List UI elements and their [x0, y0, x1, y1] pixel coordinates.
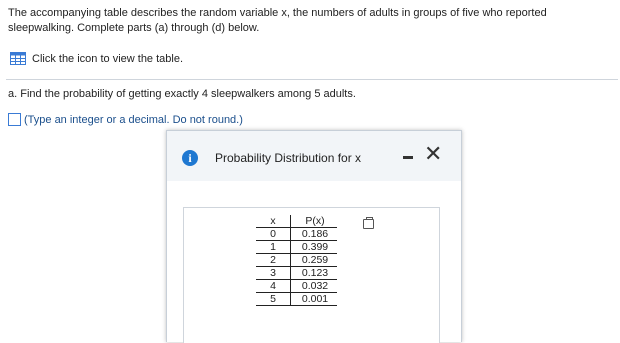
- answer-input[interactable]: [8, 113, 21, 126]
- table-row: [256, 280, 337, 293]
- cell-px: 0.186: [291, 228, 338, 241]
- section-divider: [6, 79, 618, 80]
- minimize-icon[interactable]: [403, 156, 413, 159]
- cell-px: 0.399: [291, 241, 338, 254]
- question-a: a. Find the probability of getting exactly 4 sleepwalkers among 5 adults.: [8, 88, 356, 100]
- table-row: [256, 241, 337, 254]
- view-table-label[interactable]: Click the icon to view the table.: [32, 52, 184, 65]
- distribution-table: [256, 215, 337, 306]
- cell-x: 4: [256, 280, 291, 293]
- cell-px: 0.259: [291, 254, 338, 267]
- table-header-row: [256, 215, 337, 228]
- cell-x: 0: [256, 228, 291, 241]
- cell-x: 2: [256, 254, 291, 267]
- cell-x: 5: [256, 293, 291, 306]
- cell-px: 0.001: [291, 293, 338, 306]
- table-row: [256, 267, 337, 280]
- cell-x: 1: [256, 241, 291, 254]
- problem-statement: The accompanying table describes the random variable x, the numbers of adults in groups of five who reported sleepwalking. Complete parts (a) through (d) below.: [8, 7, 547, 34]
- header-x: x: [256, 215, 291, 228]
- table-row: [256, 228, 337, 241]
- copy-table-icon[interactable]: [363, 219, 374, 229]
- close-icon[interactable]: ✕: [424, 142, 443, 167]
- table-frame: [183, 207, 440, 343]
- dialog-header: [167, 131, 461, 181]
- header-px: P(x): [291, 215, 338, 228]
- cell-px: 0.032: [291, 280, 338, 293]
- cell-x: 3: [256, 267, 291, 280]
- probability-distribution-dialog: [166, 130, 462, 342]
- dialog-title: Probability Distribution for x: [215, 151, 362, 165]
- answer-row: [8, 113, 243, 126]
- answer-hint: (Type an integer or a decimal. Do not round.): [24, 113, 243, 126]
- info-icon: i: [182, 150, 198, 166]
- view-table-link[interactable]: [10, 52, 183, 65]
- table-grid-icon[interactable]: [10, 52, 26, 65]
- cell-px: 0.123: [291, 267, 338, 280]
- table-row: [256, 293, 337, 306]
- table-row: [256, 254, 337, 267]
